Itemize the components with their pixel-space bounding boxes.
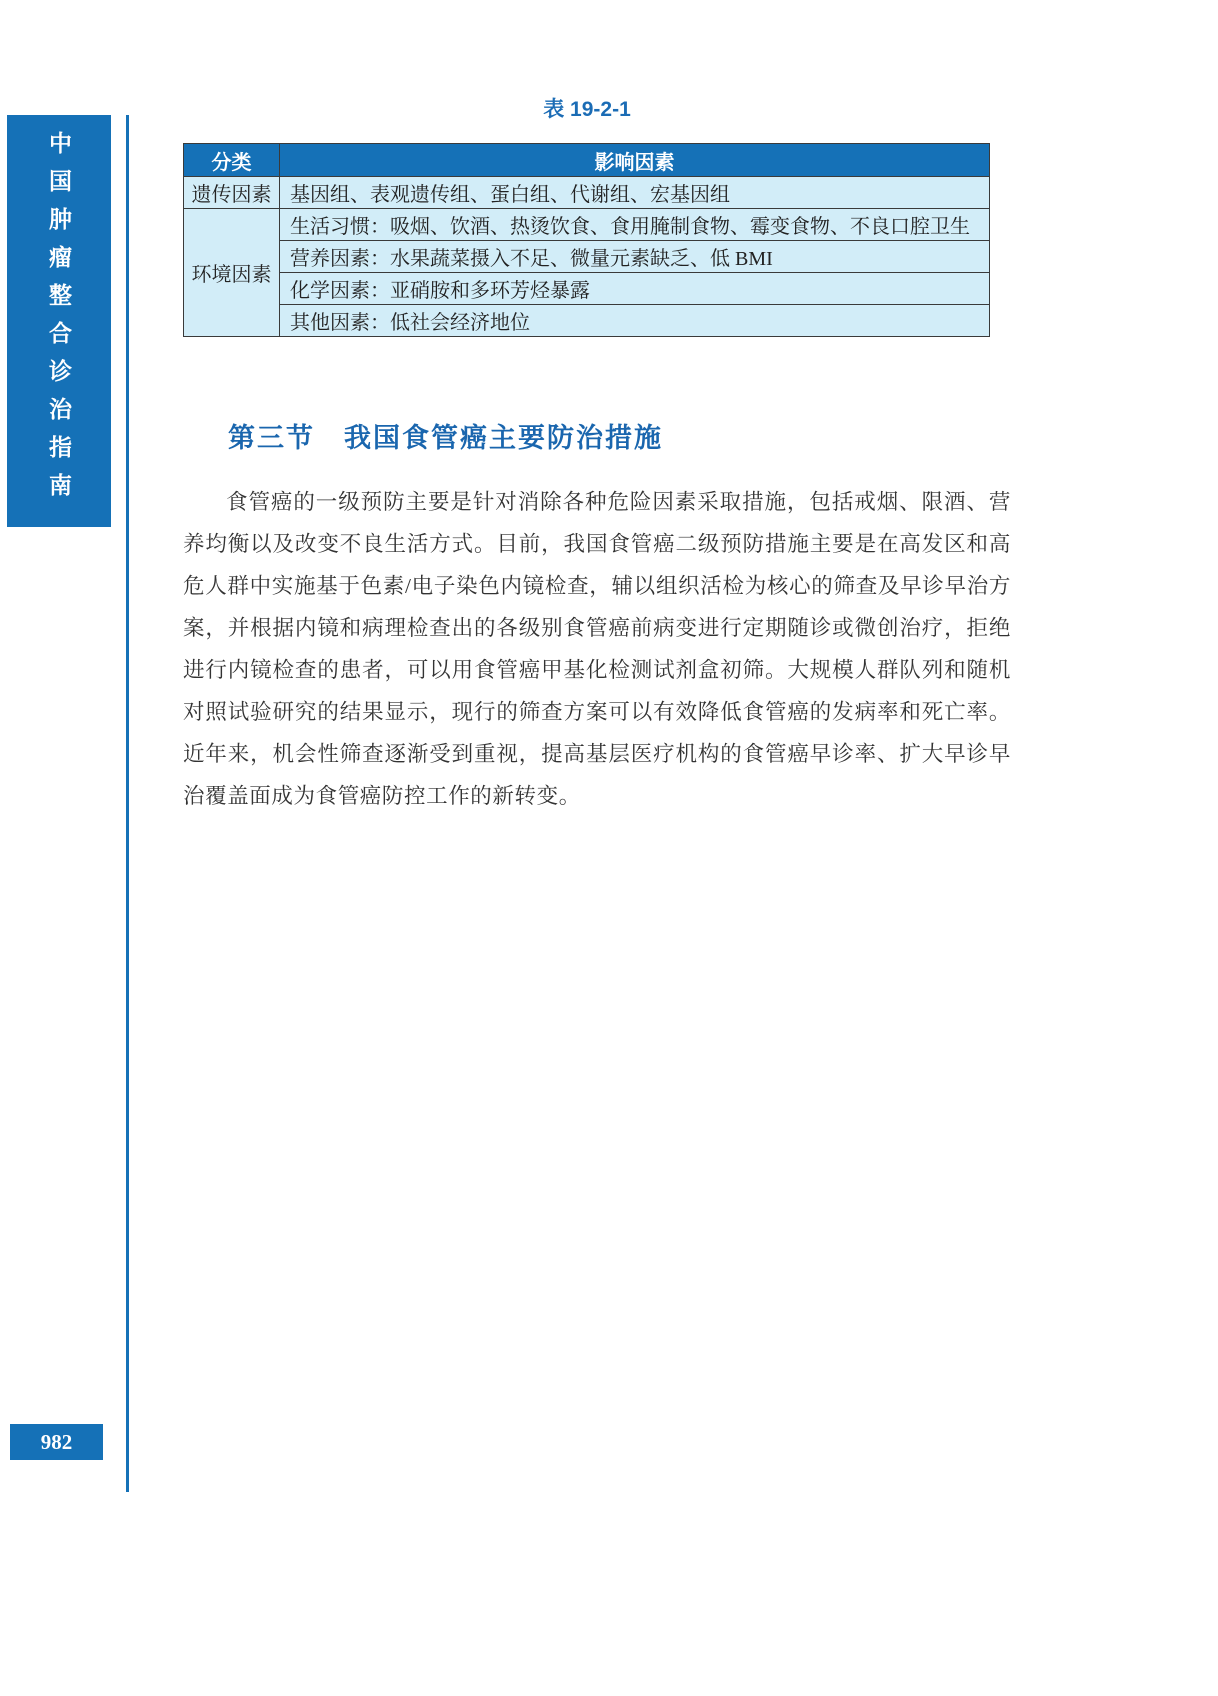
factor-cell: 其他因素：低社会经济地位 [280, 305, 990, 337]
vertical-divider-line [126, 115, 129, 1492]
table-row [184, 209, 990, 241]
table-row [184, 273, 990, 305]
table-header-category: 分类 [184, 144, 280, 177]
factor-cell: 生活习惯：吸烟、饮酒、热烫饮食、食用腌制食物、霉变食物、不良口腔卫生 [280, 209, 990, 241]
section-heading: 第三节 我国食管癌主要防治措施 [228, 423, 663, 453]
body-paragraph: 食管癌的一级预防主要是针对消除各种危险因素采取措施，包括戒烟、限酒、营养均衡以及改变不良生活方式。目前，我国食管癌二级预防措施主要是在高发区和高危人群中实施基于色素/电子染色内镜检查，辅以组织活检为核心的筛查及早诊早治方案，并根据内镜和病理检查出的各级别食管癌前病变进行定期随诊或微创治疗，拒绝进行内镜检查的患者，可以用食管癌甲基化检测试剂盒初筛。大规模人群队列和随机对照试验研究的结果显示，现行的筛查方案可以有效降低食管癌的发病率和死亡率。近年来，机会性筛查逐渐受到重视，提高基层医疗机构的食管癌早诊率、扩大早诊早治覆盖面成为食管癌防控工作的新转变。 [183, 490, 1011, 808]
table-row [184, 177, 990, 209]
sidebar-banner-title: 中国肿瘤整合诊治指南 [46, 131, 72, 511]
table-header-row [184, 144, 990, 177]
influence-factors-table [183, 143, 990, 337]
table-row [184, 241, 990, 273]
sidebar-banner [7, 115, 111, 527]
category-cell-environment: 环境因素 [184, 209, 280, 337]
factor-cell: 基因组、表观遗传组、蛋白组、代谢组、宏基因组 [280, 177, 990, 209]
page-number-badge: 982 [10, 1424, 103, 1460]
table-title: 表 19-2-1 [543, 98, 631, 121]
factor-cell: 营养因素：水果蔬菜摄入不足、微量元素缺乏、低 BMI [280, 241, 990, 273]
category-cell-genetic: 遗传因素 [184, 177, 280, 209]
table-header-factors: 影响因素 [280, 144, 990, 177]
table-row [184, 305, 990, 337]
factor-cell: 化学因素：亚硝胺和多环芳烃暴露 [280, 273, 990, 305]
table-block [183, 98, 991, 337]
